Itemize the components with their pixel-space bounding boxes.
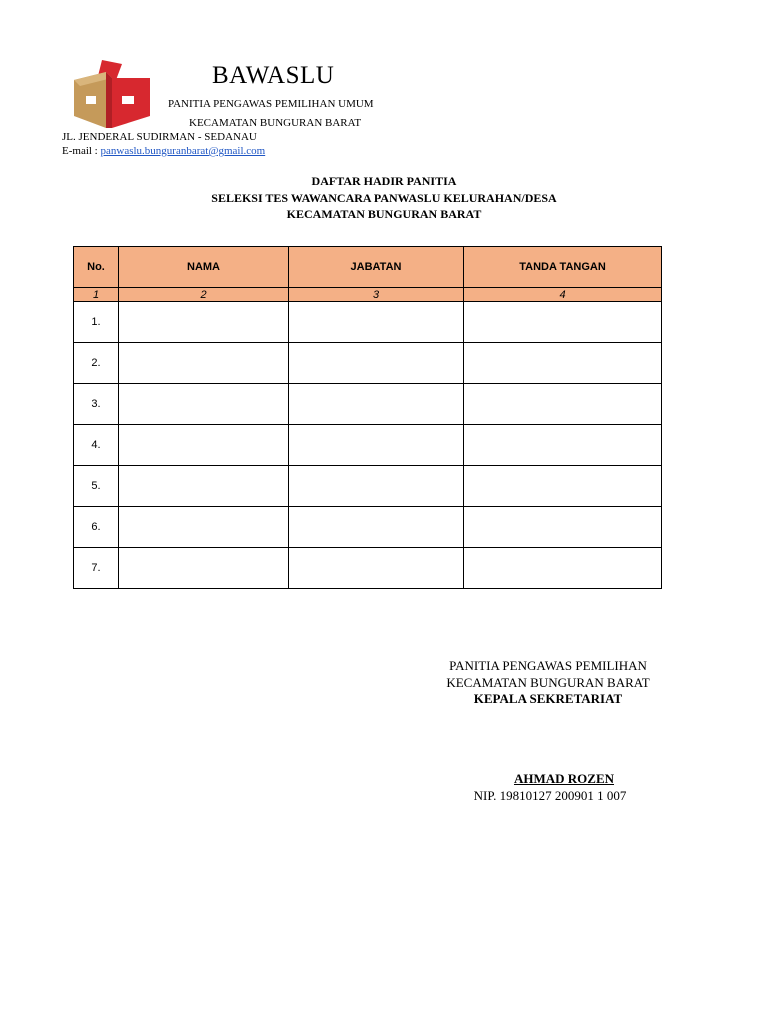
table-header-row [74, 247, 662, 288]
signature-cell [464, 343, 662, 384]
doc-subtitle: SELEKSI TES WAWANCARA PANWASLU KELURAHAN/DESA [211, 191, 557, 205]
table-row [74, 343, 662, 384]
col-number: 1 [74, 288, 119, 302]
row-number: 6. [74, 507, 119, 548]
col-header-no: No. [74, 247, 119, 288]
position-cell [289, 343, 464, 384]
signature-org: PANITIA PENGAWAS PEMILIHAN [449, 658, 647, 673]
col-header-jabatan: JABATAN [289, 247, 464, 288]
email-label: E-mail : [62, 145, 101, 157]
row-number: 3. [74, 384, 119, 425]
org-name: PANITIA PENGAWAS PEMILIHAN UMUM [168, 98, 374, 110]
name-cell [119, 466, 289, 507]
col-number: 4 [464, 288, 662, 302]
position-cell [289, 384, 464, 425]
row-number: 5. [74, 466, 119, 507]
row-number: 1. [74, 302, 119, 343]
table-row [74, 507, 662, 548]
row-number: 2. [74, 343, 119, 384]
signature-cell [464, 548, 662, 589]
table-row [74, 425, 662, 466]
position-cell [289, 507, 464, 548]
col-number: 2 [119, 288, 289, 302]
attendance-table [73, 246, 662, 589]
position-cell [289, 548, 464, 589]
doc-subtitle-2: KECAMATAN BUNGURAN BARAT [286, 207, 482, 221]
name-cell [119, 302, 289, 343]
table-row [74, 302, 662, 343]
col-header-nama: NAMA [119, 247, 289, 288]
signature-cell [464, 302, 662, 343]
column-number-row [74, 288, 662, 302]
district-name: KECAMATAN BUNGURAN BARAT [189, 117, 362, 129]
doc-title: DAFTAR HADIR PANITIA [311, 174, 457, 188]
name-cell [119, 343, 289, 384]
name-cell [119, 384, 289, 425]
signature-role: KEPALA SEKRETARIAT [473, 691, 623, 706]
col-number: 3 [289, 288, 464, 302]
col-header-tanda-tangan: TANDA TANGAN [464, 247, 662, 288]
signature-cell [464, 507, 662, 548]
name-cell [119, 507, 289, 548]
email-line [62, 145, 265, 157]
table-row [74, 384, 662, 425]
signature-cell [464, 466, 662, 507]
address: JL. JENDERAL SUDIRMAN - SEDANAU [62, 131, 257, 143]
table-row [74, 548, 662, 589]
email-link[interactable]: panwaslu.bunguranbarat@gmail.com [100, 145, 266, 157]
signature-cell [464, 384, 662, 425]
position-cell [289, 466, 464, 507]
bawaslu-logo-icon [72, 58, 152, 130]
position-cell [289, 302, 464, 343]
row-number: 4. [74, 425, 119, 466]
signature-district: KECAMATAN BUNGURAN BARAT [446, 675, 650, 690]
position-cell [289, 425, 464, 466]
name-cell [119, 425, 289, 466]
table-row [74, 466, 662, 507]
name-cell [119, 548, 289, 589]
signatory-nip: NIP. 19810127 200901 1 007 [473, 788, 627, 803]
signatory-name: AHMAD ROZEN [513, 771, 615, 786]
row-number: 7. [74, 548, 119, 589]
signature-cell [464, 425, 662, 466]
brand-title: BAWASLU [212, 62, 335, 89]
